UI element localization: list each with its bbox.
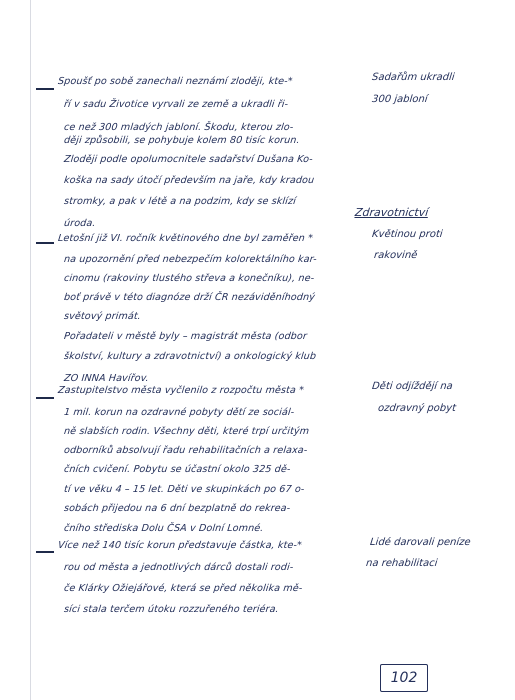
side-note: 300 jabloní (371, 94, 429, 105)
entry-line: boť právě v této diagnóze drží ČR nezáviděníhodný (63, 292, 316, 303)
entry-line: če Klárky Ožiejářové, která se před několika mě- (63, 583, 303, 594)
entry-dash (36, 397, 54, 399)
entry-line: ce než 300 mladých jabloní. Škodu, kterou zlo- (63, 122, 294, 133)
entry-line: úroda. (63, 218, 97, 229)
entry-line: čního střediska Dolu ČSA v Dolní Lomné. (63, 523, 265, 534)
entry-line: 1 mil. korun na ozdravné pobyty dětí ze sociál- (63, 407, 295, 418)
entry-dash (36, 551, 54, 553)
entry-line: ně slabších rodin. Všechny děti, které trpí určitým (63, 426, 310, 437)
entry-line: koška na sady útočí především na jaře, kdy kradou (63, 175, 315, 186)
entry-line: rou od města a jednotlivých dárců dostali rodi- (63, 562, 294, 573)
side-note: Děti odjíždějí na (371, 381, 454, 392)
side-note: rakovině (373, 250, 418, 261)
entry-line: školství, kultury a zdravotnictví) a onkologický klub (63, 351, 317, 362)
side-note: ozdravný pobyt (377, 403, 457, 414)
entry-line: světový primát. (63, 311, 142, 322)
side-note: Květinou proti (371, 229, 444, 240)
entry-line: Více než 140 tisíc korun představuje částka, kte-* (57, 540, 303, 551)
entry-line: ději způsobili, se pohybuje kolem 80 tisíc korun. (63, 135, 301, 146)
page-number: 102 (380, 664, 428, 692)
entry-line: na upozornění před nebezpečím kolorektálního kar- (63, 254, 318, 265)
entry-line: stromky, a pak v létě a na podzim, kdy se sklízí (63, 196, 297, 207)
entry-line: Pořadateli v městě byly – magistrát města (odbor (63, 331, 308, 342)
entry-line: Letošní již VI. ročník květinového dne byl zaměřen * (57, 233, 314, 244)
side-note: Sadařům ukradli (371, 72, 456, 83)
entry-line: ří v sadu Životice vyrvali ze země a ukradli ři- (63, 99, 289, 110)
entry-line: síci stala terčem útoku rozzuřeného teriéra. (63, 604, 280, 615)
entry-line: tí ve věku 4 – 15 let. Děti ve skupinkách po 67 o- (63, 484, 305, 495)
entry-line: sobách přijedou na 6 dní bezplatně do rekrea- (63, 503, 291, 514)
margin-line (30, 0, 31, 700)
entry-line: ZO INNA Havířov. (63, 373, 150, 384)
side-note: na rehabilitaci (365, 558, 438, 569)
entry-line: Spoušť po sobě zanechali neznámí zloději, kte-* (57, 76, 294, 87)
section-heading: Zdravotnictví (354, 206, 429, 219)
entry-line: cinomu (rakoviny tlustého střeva a konečníku), ne- (63, 273, 315, 284)
entry-line: odborníků absolvují řadu rehabilitačních a relaxa- (63, 445, 308, 456)
entry-dash (36, 242, 54, 244)
entry-line: Zastupitelstvo města vyčlenilo z rozpočtu města * (57, 385, 305, 396)
entry-line: Zloději podle opolumocnitele sadařství Dušana Ko- (63, 154, 314, 165)
entry-dash (36, 88, 54, 90)
side-note: Lidé darovali peníze (369, 537, 472, 548)
entry-line: čních cvičení. Pobytu se účastní okolo 325 dě- (63, 464, 291, 475)
